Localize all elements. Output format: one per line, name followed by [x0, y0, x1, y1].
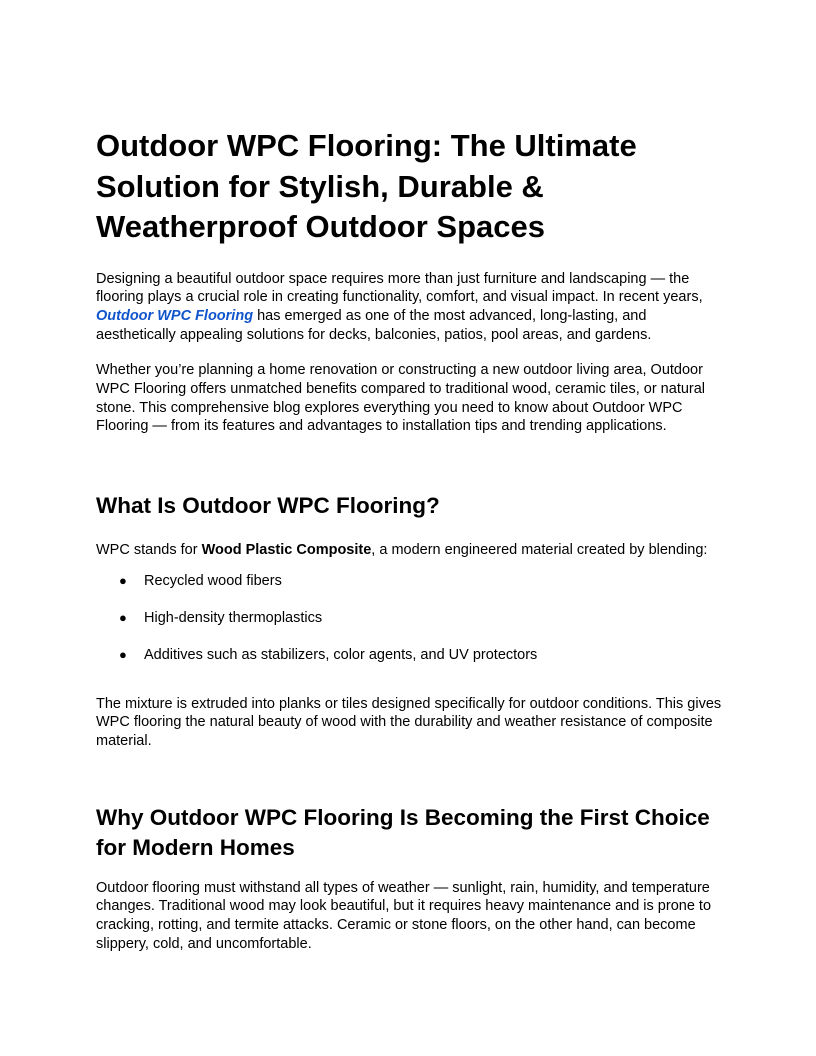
intro-paragraph-2: Whether you’re planning a home renovation or constructing a new outdoor living area, Outdoor WPC Flooring offers unmatched benefits compared to traditional wood, ceramic tiles, or natural stone. This comprehensive blog explores everything you need to know about Outdoor WPC Flooring — from its features and advantages to installation tips and trending applications. — [96, 362, 706, 435]
document-page — [96, 126, 726, 953]
wpc-definition-paragraph — [96, 541, 726, 560]
article-title: Outdoor WPC Flooring: The Ultimate Solution for Stylish, Durable & Weatherproof Outdoor Spaces — [96, 128, 637, 244]
ingredients-list — [96, 572, 726, 665]
bullet-icon: ● — [119, 572, 127, 588]
intro-paragraph — [96, 270, 726, 345]
outdoor-wpc-flooring-link[interactable]: Outdoor WPC Flooring — [96, 307, 254, 324]
mixture-paragraph: The mixture is extruded into planks or tiles designed specifically for outdoor conditions. This gives WPC flooring the natural beauty of wood with the durability and weather resistance of composite material. — [96, 695, 722, 749]
list-item-text: Recycled wood fibers — [144, 572, 282, 589]
bullet-icon: ● — [119, 646, 127, 662]
list-item-text: High-density thermoplastics — [144, 609, 323, 626]
intro-text-before-link: Designing a beautiful outdoor space requires more than just furniture and landscaping — the flooring plays a crucial role in creating functionality, comfort, and visual impact. In recent years, — [96, 270, 703, 306]
intro-text-after-link: has emerged as one of the most advanced, long-lasting, and aesthetically appealing solutions for decks, balconies, patios, pool areas, and gardens. — [96, 307, 652, 343]
wpc-definition-bold: Wood Plastic Composite — [201, 542, 372, 559]
why-paragraph: Outdoor flooring must withstand all types of weather — sunlight, rain, humidity, and temperature changes. Traditional wood may look beautiful, but it requires heavy maintenance and is prone to cracking, rotting, and termite attacks. Ceramic or stone floors, on the other hand, can become slippery, cold, and uncomfortable. — [96, 879, 712, 952]
section-heading-why: Why Outdoor WPC Flooring Is Becoming the First Choice for Modern Homes — [96, 804, 710, 860]
section-heading-what-is: What Is Outdoor WPC Flooring? — [96, 493, 440, 519]
list-item-text: Additives such as stabilizers, color agents, and UV protectors — [144, 646, 538, 663]
bullet-icon: ● — [119, 609, 127, 625]
list-item — [96, 609, 726, 628]
list-item — [96, 572, 726, 591]
wpc-definition-lead: WPC stands for — [96, 542, 202, 559]
list-item — [96, 646, 726, 665]
wpc-definition-trail: , a modern engineered material created by blending: — [371, 542, 708, 559]
